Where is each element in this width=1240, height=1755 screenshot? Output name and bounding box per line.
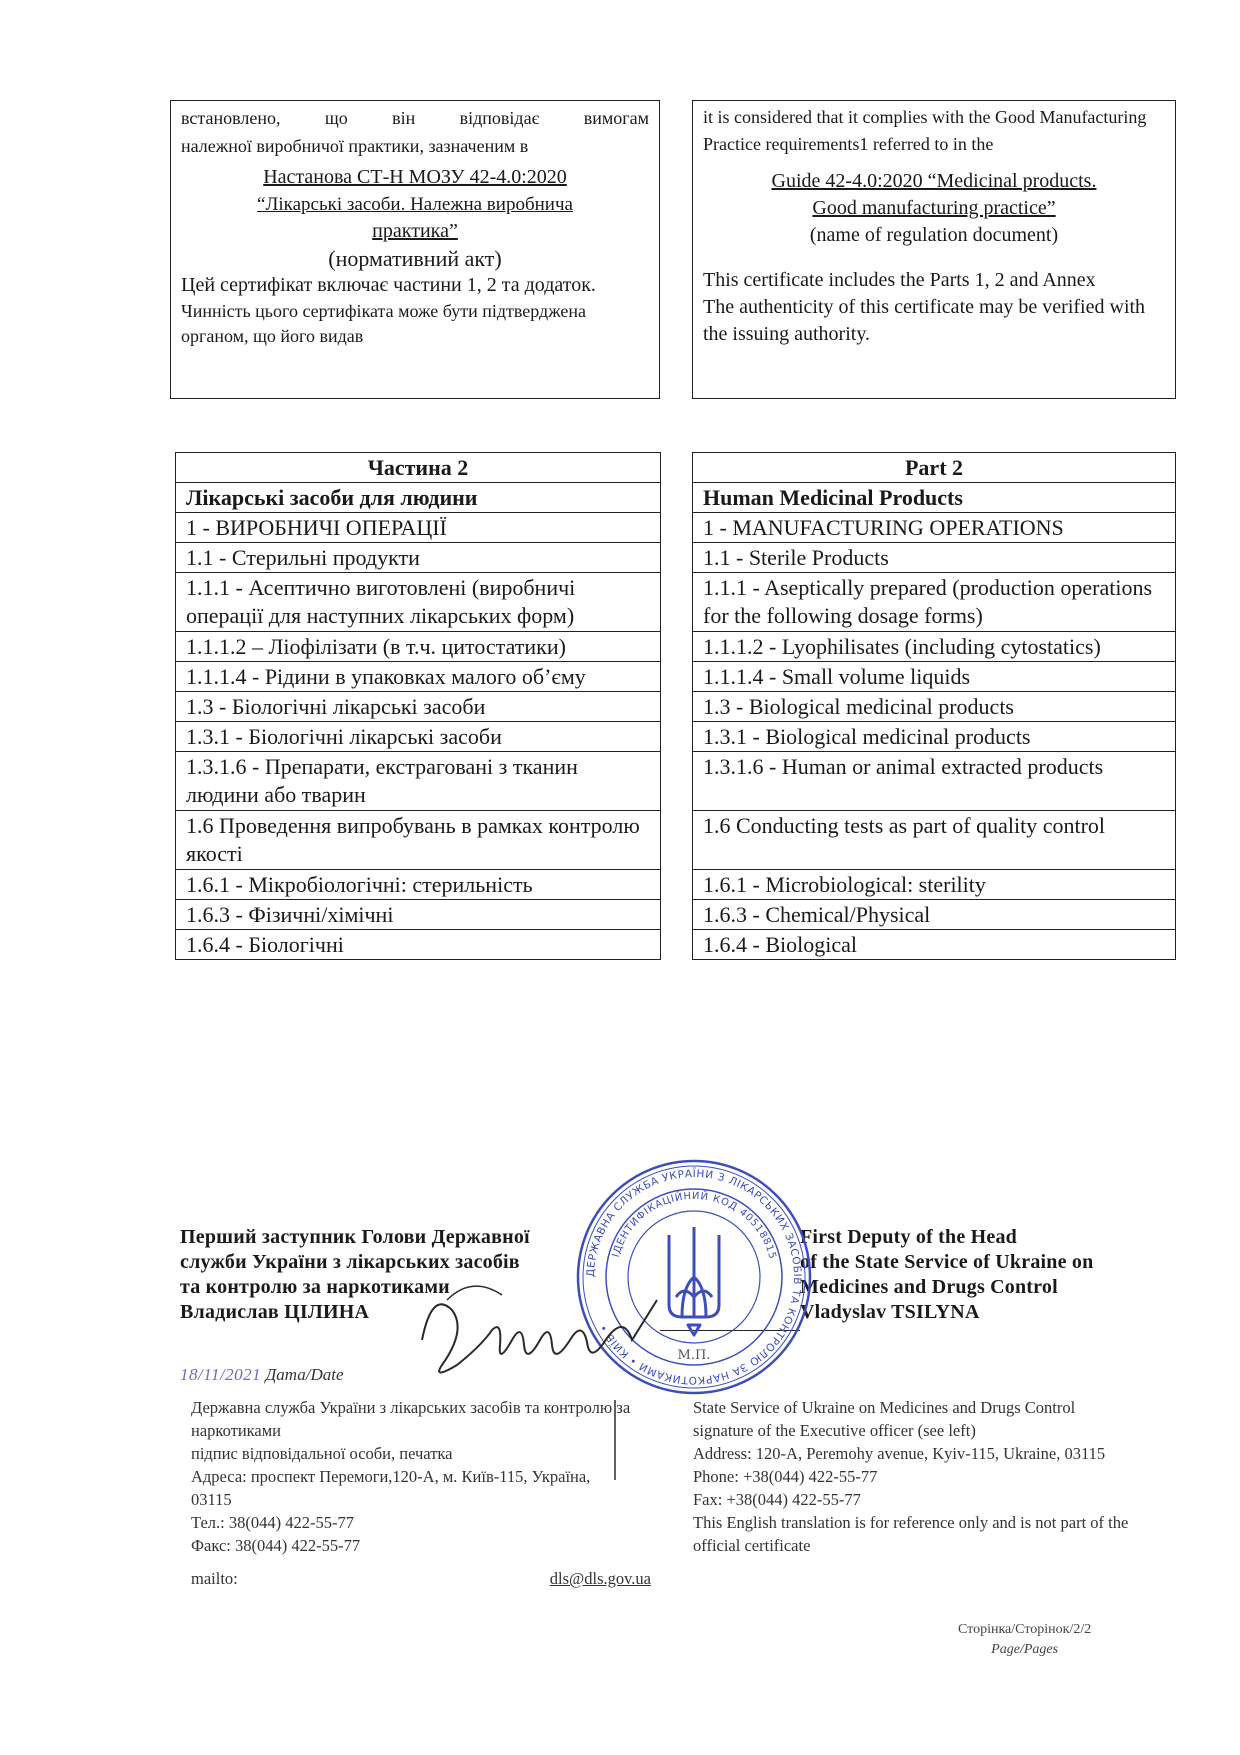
table-row: 1.6.4 - Biological — [693, 930, 1176, 960]
date-field — [180, 1365, 344, 1385]
parts-text: This certificate includes the Parts 1, 2 and Annex — [703, 269, 1096, 291]
part2-table-en — [692, 452, 1176, 960]
parts-text: Цей сертифікат включає частини 1, 2 та додаток. — [181, 274, 596, 296]
table-row: 1.1.1.2 – Ліофілізати (в т.ч. цитостатики) — [176, 632, 661, 662]
footer-en — [693, 1396, 1163, 1557]
top-right-box — [692, 100, 1176, 399]
footer-disclaimer: This English translation is for reference only and is not part of the official certificate — [693, 1513, 1129, 1555]
table-title: Part 2 — [693, 453, 1176, 483]
signatory-en — [800, 1225, 1093, 1325]
signatory-line: of the State Service of Ukraine on — [800, 1251, 1094, 1273]
footer-address: Адреса: проспект Перемоги,120-А, м. Київ-115, Україна, 03115 — [191, 1467, 591, 1509]
regulation-caption: (name of regulation document) — [809, 224, 1059, 246]
table-row: 1.6.1 - Мікробіологічні: стерильність — [176, 870, 661, 900]
footer-phone: Тел.: 38(044) 422-55-77 — [191, 1513, 354, 1532]
table-row: 1.3.1 - Biological medicinal products — [693, 722, 1176, 752]
regulation-line-1: Guide 42-4.0:2020 “Medicinal products. — [771, 170, 1097, 192]
stamp-inner-text: ІДЕНТИФІКАЦІЙНИЙ КОД 40518815 — [610, 1190, 778, 1261]
regulation-caption: (нормативний акт) — [328, 246, 502, 271]
table-row: 1.3.1.6 - Препарати, екстраговані з тканин людини або тварин — [176, 752, 661, 811]
stamp-mp-label: М.П. — [677, 1348, 711, 1363]
footer-fax: Факс: 38(044) 422-55-77 — [191, 1536, 361, 1555]
footer-address: Address: 120-A, Peremohy avenue, Kyiv-115, Ukraine, 03115 — [693, 1444, 1106, 1463]
intro-line-1: встановлено, що він відповідає вимогам — [181, 108, 649, 128]
intro-text: it is considered that it complies with the Good Manufacturing Practice requirements1 referred to in the — [703, 107, 1147, 154]
table-row: 1.1 - Sterile Products — [693, 543, 1176, 573]
date-label: Дата/Date — [265, 1365, 344, 1384]
email-link[interactable]: dls@dls.gov.ua — [549, 1569, 651, 1588]
table-row: 1 - MANUFACTURING OPERATIONS — [693, 513, 1176, 543]
authenticity-text: The authenticity of this certificate may be verified with the issuing authority. — [703, 296, 1146, 345]
signatory-line: та контролю за наркотиками — [180, 1276, 450, 1298]
part2-table-uk — [175, 452, 661, 960]
regulation-line-1: Настанова СТ-Н МОЗУ 42-4.0:2020 — [263, 166, 567, 188]
date-value: 18/11/2021 — [180, 1365, 262, 1384]
handwritten-signature — [412, 1270, 672, 1390]
table-row: 1 - ВИРОБНИЧІ ОПЕРАЦІЇ — [176, 513, 661, 543]
table-row: 1.6 Проведення випробувань в рамках контролю якості — [176, 811, 661, 870]
page-label-en: Page/Pages — [991, 1642, 1059, 1657]
table-row: 1.1.1.4 - Small volume liquids — [693, 662, 1176, 692]
table-row: 1.1 - Стерильні продукти — [176, 543, 661, 573]
footer-phone: Phone: +38(044) 422-55-77 — [693, 1467, 878, 1486]
table-row: 1.6.3 - Фізичні/хімічні — [176, 900, 661, 930]
page-label-uk: Сторінка/Сторінок/2/2 — [958, 1622, 1092, 1637]
signatory-line: Medicines and Drugs Control — [800, 1276, 1058, 1298]
footer-mail-row — [191, 1567, 651, 1590]
footer-signature-note: підпис відповідальної особи, печатка — [191, 1444, 453, 1463]
signatory-line: First Deputy of the Head — [800, 1226, 1017, 1248]
signatory-name: Vladyslav TSILYNA — [800, 1301, 980, 1323]
regulation-line-2: “Лікарські засоби. Належна виробнича — [257, 194, 573, 215]
footer-org: State Service of Ukraine on Medicines and Drugs Control — [693, 1398, 1076, 1417]
table-row: 1.6.4 - Біологічні — [176, 930, 661, 960]
footer-uk — [191, 1396, 651, 1590]
stamp-ring-text: ДЕРЖАВНА СЛУЖБА УКРАЇНИ З ЛІКАРСЬКИХ ЗАСОБІВ ТА КОНТРОЛЮ ЗА НАРКОТИКАМИ • КИЇВ • — [584, 1167, 804, 1387]
table-row: 1.3.1 - Біологічні лікарські засоби — [176, 722, 661, 752]
table-title: Частина 2 — [176, 453, 661, 483]
mail-label: mailto: — [191, 1569, 238, 1588]
table-row: 1.6.1 - Microbiological: sterility — [693, 870, 1176, 900]
authenticity-text: Чинність цього сертифіката може бути підтверджена органом, що його видав — [181, 301, 587, 346]
page-number — [958, 1620, 1091, 1660]
signatory-line: Перший заступник Голови Державної — [180, 1226, 530, 1248]
table-subtitle: Лікарські засоби для людини — [176, 483, 661, 513]
trident-icon — [669, 1227, 719, 1335]
table-row: 1.6.3 - Chemical/Physical — [693, 900, 1176, 930]
footer-org: Державна служба України з лікарських засобів та контролю за наркотиками — [191, 1398, 631, 1440]
table-row: 1.3.1.6 - Human or animal extracted products — [693, 752, 1176, 811]
signatory-line: служби України з лікарських засобів — [180, 1251, 520, 1273]
footer-signature-note: signature of the Executive officer (see left) — [693, 1421, 976, 1440]
signatory-name: Владислав ЦІЛИНА — [180, 1301, 370, 1323]
table-row: 1.6 Conducting tests as part of quality control — [693, 811, 1176, 870]
regulation-line-3: практика” — [372, 220, 458, 242]
table-row: 1.1.1 - Aseptically prepared (production operations for the following dosage forms) — [693, 573, 1176, 632]
table-row: 1.3 - Biological medicinal products — [693, 692, 1176, 722]
table-subtitle: Human Medicinal Products — [693, 483, 1176, 513]
table-row: 1.1.1.2 - Lyophilisates (including cytostatics) — [693, 632, 1176, 662]
table-row: 1.1.1 - Асептично виготовлені (виробничі операції для наступних лікарських форм) — [176, 573, 661, 632]
table-row: 1.3 - Біологічні лікарські засоби — [176, 692, 661, 722]
regulation-line-2: Good manufacturing practice” — [812, 197, 1056, 219]
table-row: 1.1.1.4 - Рідини в упаковках малого об’єму — [176, 662, 661, 692]
intro-line-2: належної виробничої практики, зазначеним в — [181, 136, 529, 156]
footer-fax: Fax: +38(044) 422-55-77 — [693, 1490, 861, 1509]
top-left-box — [170, 100, 660, 399]
